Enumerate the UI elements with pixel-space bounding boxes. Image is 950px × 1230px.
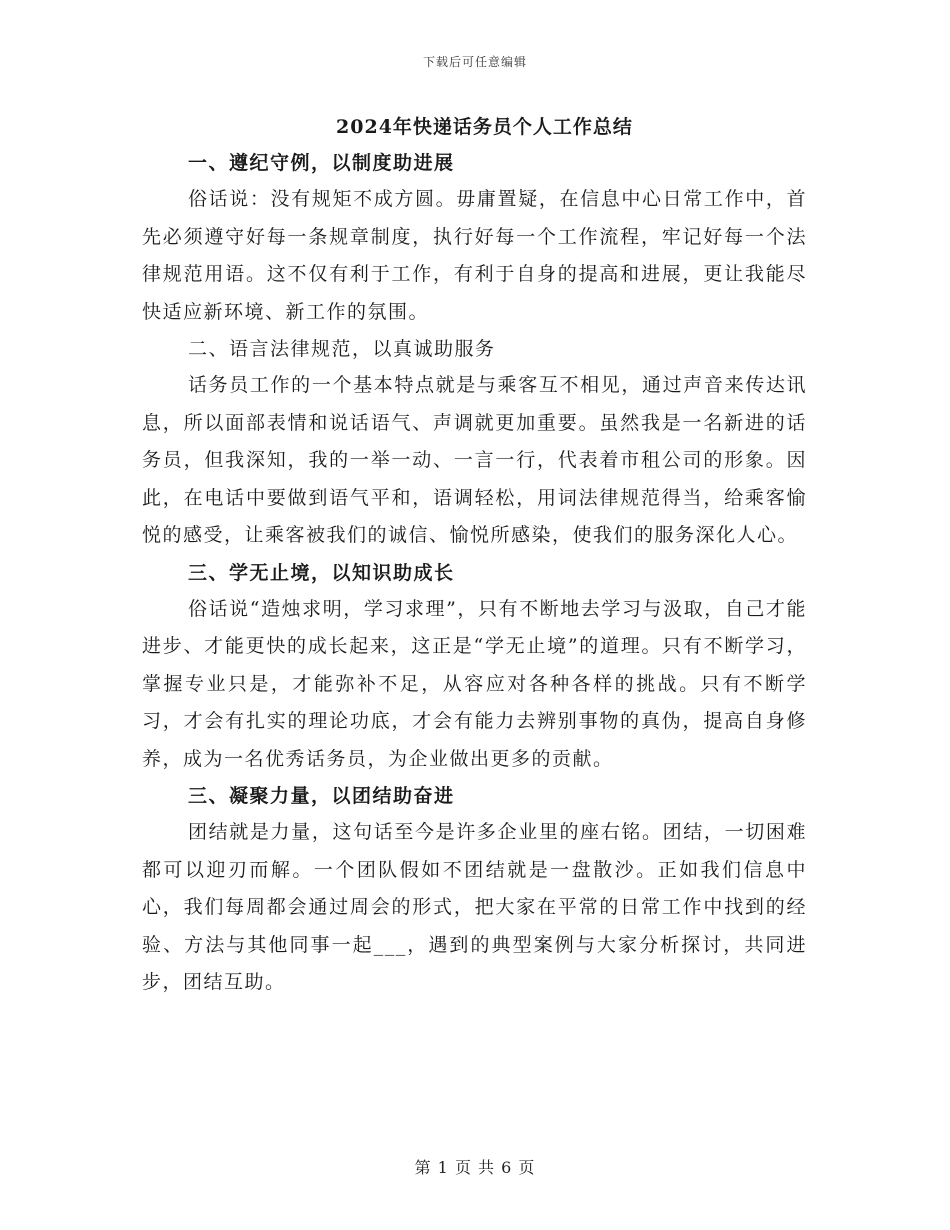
section-heading-3: 三、学无止境，以知识助成长 [188, 561, 455, 584]
section-heading-1: 一、遵纪守例，以制度助进展 [188, 152, 455, 174]
header-note: 下载后可任意编辑 [422, 55, 527, 69]
section-paragraph-3: 俗话说“造烛求明，学习求理”，只有不断地去学习与汲取，自己才能进步、才能更快的成长起来，这正是“学无止境”的道理。只有不断学习，掌握专业只是，才能弥补不足，从容应对各种各样的挑战。只有不断学习，才会有扎实的理论功底，才会有能力去辨别事物的真伪，提高自身修养，成为一名优秀话务员，为企业做出更多的贡献。 [142, 597, 807, 770]
document-body [142, 112, 807, 1002]
section-heading-4: 三、凝聚力量，以团结助奋进 [188, 785, 455, 807]
section-paragraph-2: 话务员工作的一个基本特点就是与乘客互不相见，通过声音来传达讯息，所以面部表情和说话语气、声调就更加重要。虽然我是一名新进的话务员，但我深知，我的一举一动、一言一行，代表着市租公司的形象。因此，在电话中要做到语气平和，语调轻松，用词法律规范得当，给乘客愉悦的感受，让乘客被我们的诚信、愉悦所感染，使我们的服务深化人心。 [142, 374, 807, 546]
section-paragraph-4: 团结就是力量，这句话至今是许多企业里的座右铭。团结，一切困难都可以迎刃而解。一个团队假如不团结就是一盘散沙。正如我们信息中心，我们每周都会通过周会的形式，把大家在平常的日常工作中找到的经验、方法与其他同事一起___，遇到的典型案例与大家分析探讨，共同进步，团结互助。 [142, 821, 807, 993]
section-paragraph-1: 俗话说：没有规矩不成方圆。毋庸置疑，在信息中心日常工作中，首先必须遵守好每一条规章制度，执行好每一个工作流程，牢记好每一个法律规范用语。这不仅有利于工作，有利于自身的提高和进展，更让我能尽快适应新环境、新工作的氛围。 [142, 188, 807, 323]
page-number: 第 1 页 共 6 页 [414, 1158, 536, 1177]
document-title: 2024年快递话务员个人工作总结 [336, 116, 633, 138]
section-heading-2: 二、语言法律规范，以真诚助服务 [188, 338, 496, 360]
